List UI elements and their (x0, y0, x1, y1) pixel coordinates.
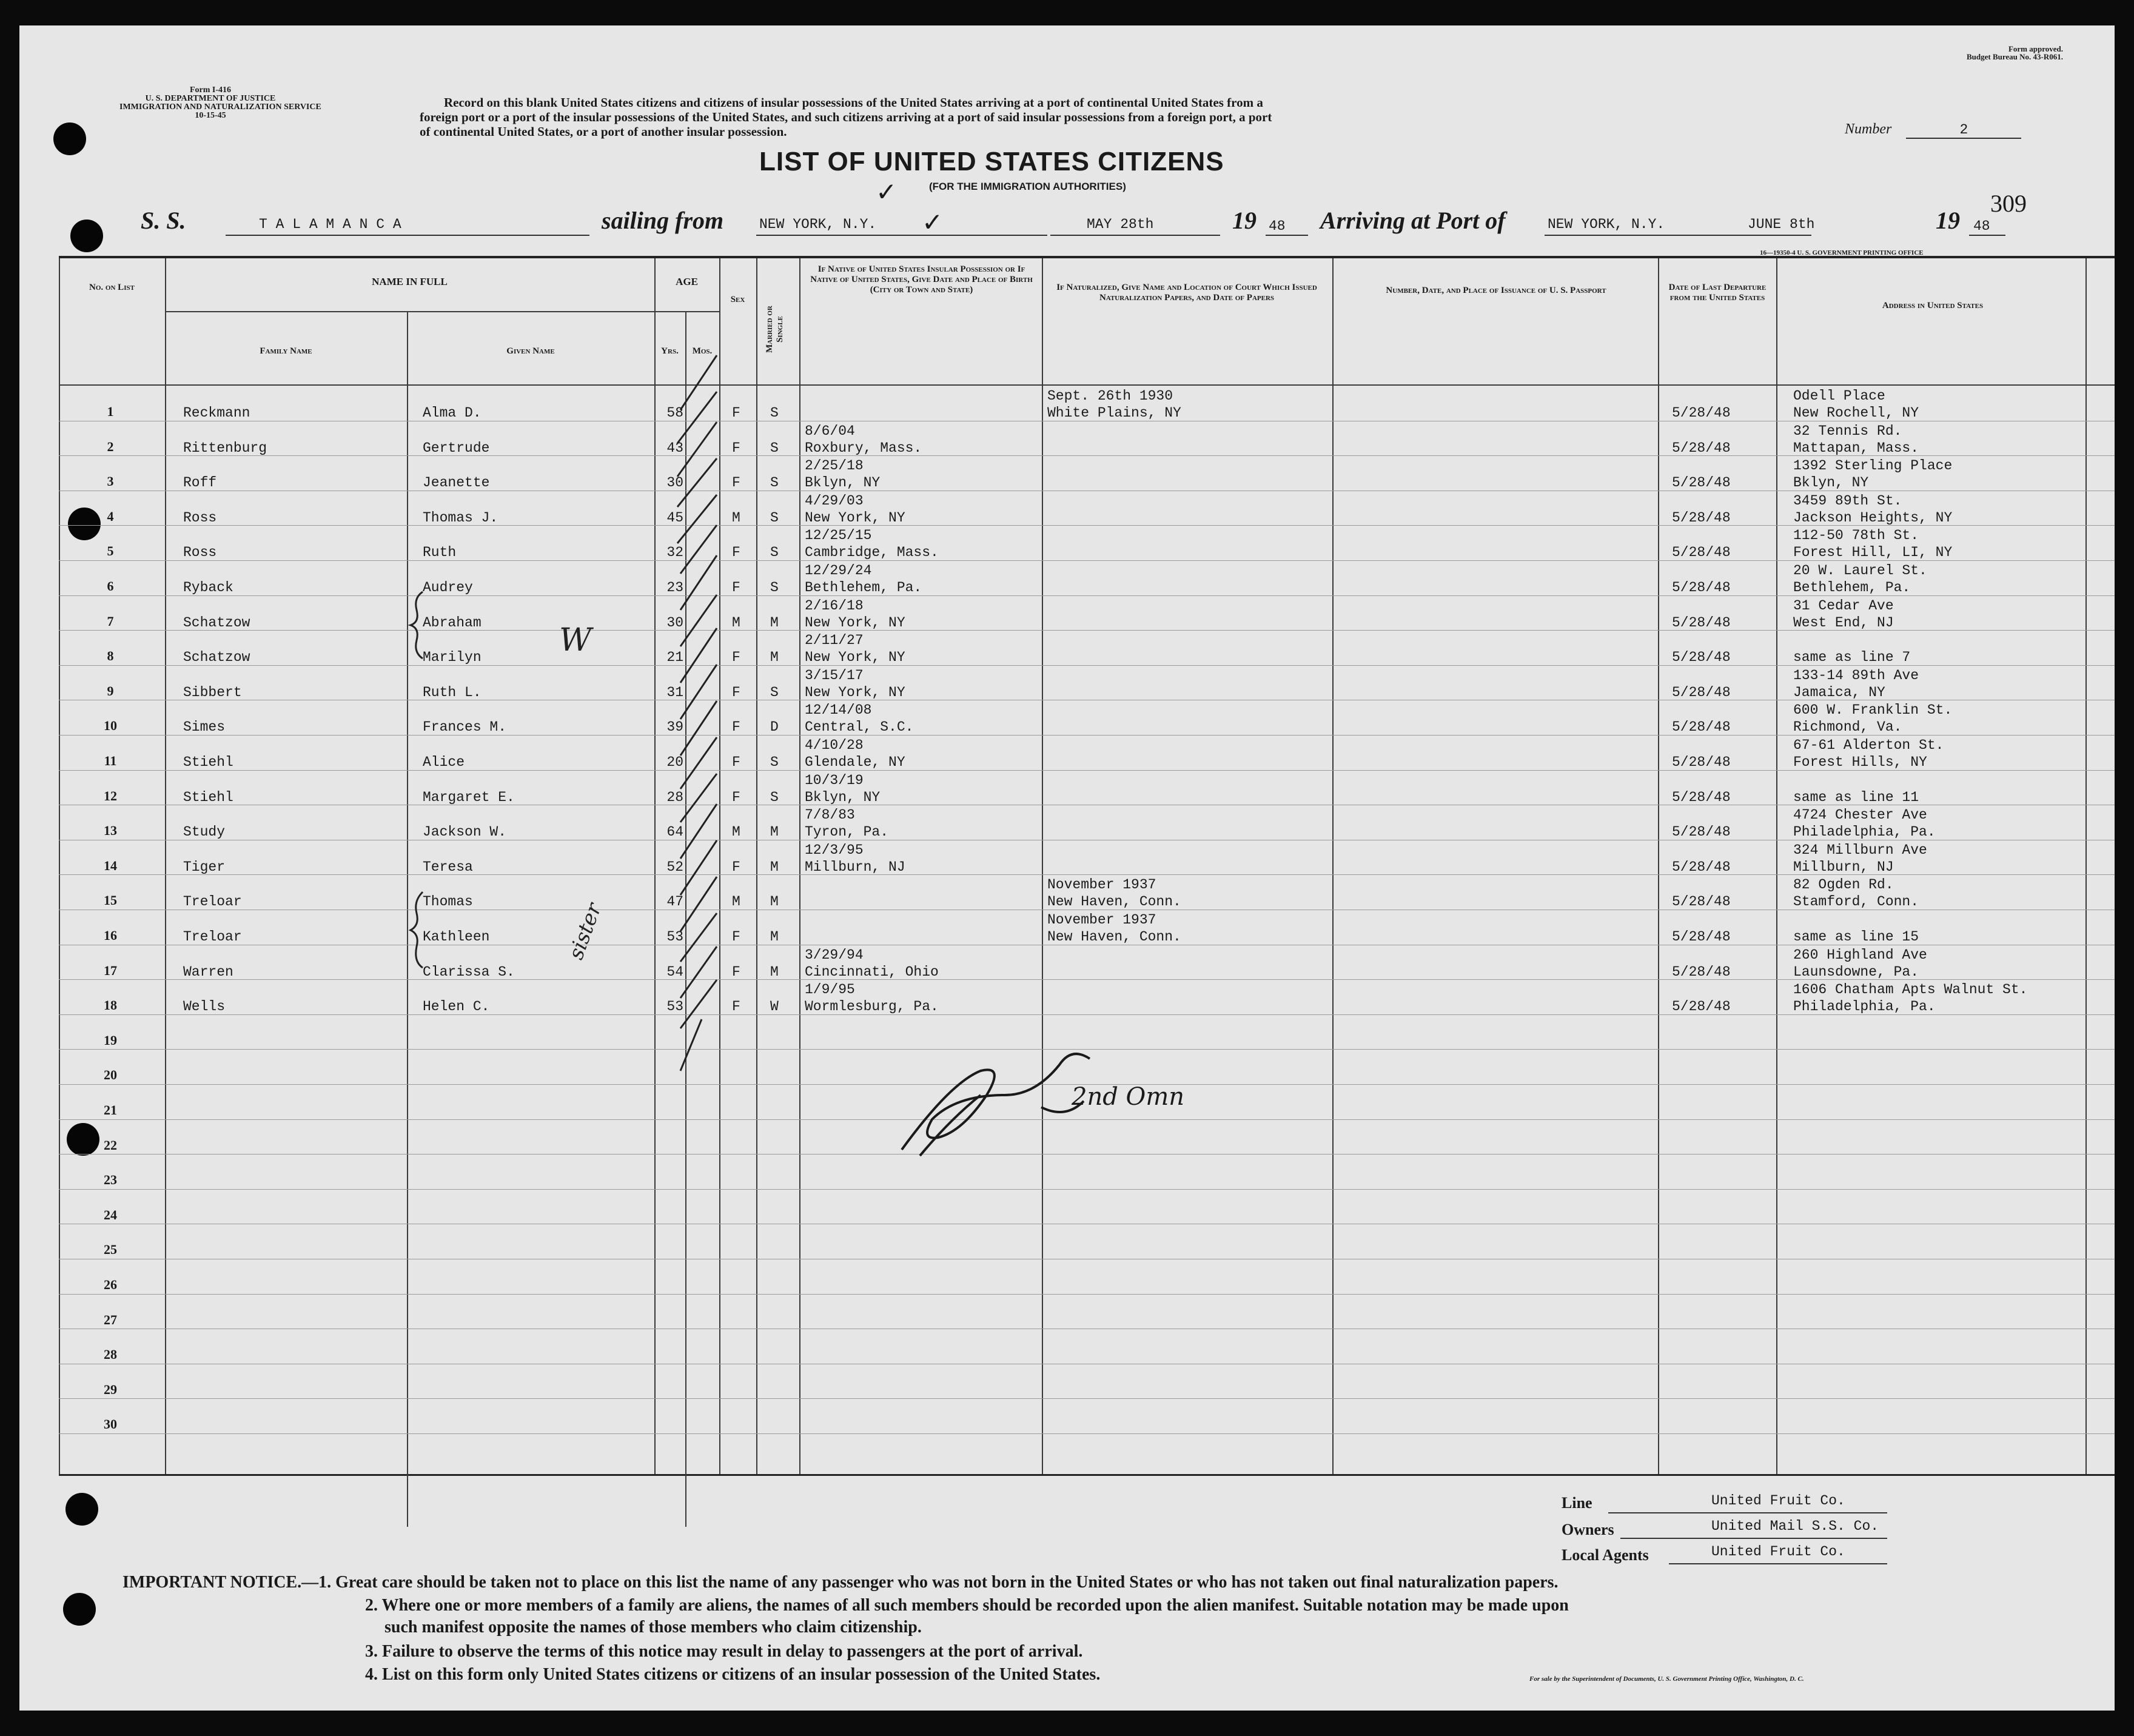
address-line-1: 4724 Chester Ave (1793, 807, 1927, 823)
arrive-year: 48 (1973, 218, 1990, 234)
address-line-2: Forest Hill, LI, NY (1793, 545, 1953, 561)
birth-date: 3/29/94 (805, 947, 864, 963)
given-name: Helen C. (423, 999, 490, 1015)
row-number: 27 (104, 1312, 117, 1327)
departure-date: 5/28/48 (1672, 614, 1731, 631)
birth-place: Bklyn, NY (805, 475, 881, 491)
birth-place: New York, NY (805, 614, 905, 631)
marital-status: S (770, 405, 779, 421)
marital-status: S (770, 684, 779, 700)
family-name: Schatzow (183, 649, 250, 666)
approval-block (1857, 45, 2063, 61)
birth-place: New York, NY (805, 509, 905, 526)
birth-date: 1/9/95 (805, 982, 855, 998)
age-years: 31 (666, 684, 683, 700)
given-name: Gertrude (423, 440, 490, 456)
marital-status: S (770, 440, 779, 456)
age-years: 20 (666, 754, 683, 770)
naturalization-line-1: November 1937 (1047, 877, 1156, 893)
address-line-2: same as line 11 (1793, 789, 1919, 805)
birth-place: Tyron, Pa. (805, 824, 889, 840)
departure-date: 5/28/48 (1672, 929, 1731, 945)
marital-status: M (770, 649, 779, 666)
header-given: Given Name (506, 346, 555, 356)
row-number: 13 (104, 823, 117, 839)
marital-status: S (770, 509, 779, 526)
birth-date: 3/15/17 (805, 667, 864, 683)
address-line-2: Launsdowne, Pa. (1793, 964, 1919, 980)
sex: F (732, 545, 740, 561)
address-line-2: Stamford, Conn. (1793, 894, 1919, 910)
check-mark: ✓ (876, 179, 898, 207)
address-line-1: 133-14 89th Ave (1793, 667, 1919, 683)
address-line-2: same as line 7 (1793, 649, 1911, 666)
age-years: 23 (666, 580, 683, 595)
age-years: 30 (666, 614, 683, 631)
number-field (1845, 121, 2021, 139)
sale-notice: For sale by the Superintendent of Documents, U. S. Government Printing Office, Washington, D. C. (1529, 1675, 1804, 1683)
notice-2-text-a: Where one or more members of a family are aliens, the names of all such members should be recorded upon the alien manifest. Suitable notation may be made upon (381, 1596, 1569, 1615)
address-line-1: 112-50 78th St. (1793, 528, 1919, 544)
agents-label: Local Agents (1562, 1546, 1649, 1564)
address-line-1: 20 W. Laurel St. (1793, 563, 1927, 578)
naturalization-line-2: White Plains, NY (1047, 405, 1181, 421)
check-mark: ✓ (922, 209, 944, 237)
header-family: Family Name (260, 346, 312, 356)
sailing-label: sailing from (602, 207, 724, 234)
sex: F (732, 754, 740, 770)
row-number: 24 (104, 1207, 117, 1222)
family-name: Schatzow (183, 614, 250, 631)
header-married: Married or Single (765, 306, 785, 353)
row-number: 7 (107, 613, 114, 629)
notice-2 (365, 1595, 1569, 1638)
header-name-in-full: NAME IN FULL (372, 276, 448, 287)
row-number: 21 (104, 1102, 117, 1118)
birth-date: 12/3/95 (805, 842, 864, 858)
birth-date: 4/29/03 (805, 492, 864, 509)
header-mos: Mos. (692, 346, 713, 356)
address-line-1: 324 Millburn Ave (1793, 842, 1927, 858)
form-date-code: 10-15-45 (195, 111, 226, 120)
header-passport: Number, Date, and Place of Issuance of U. S. Passport (1386, 286, 1606, 295)
address-line-2: Jackson Heights, NY (1793, 509, 1953, 526)
age-years: 52 (666, 859, 683, 875)
family-name: Ross (183, 545, 217, 561)
address-line-1: 31 Cedar Ave (1793, 597, 1894, 614)
marital-status: S (770, 789, 779, 805)
age-years: 39 (666, 719, 683, 736)
marital-status: M (770, 859, 779, 875)
family-name: Reckmann (183, 405, 250, 421)
birth-date: 4/10/28 (805, 737, 864, 753)
header-no: No. on List (89, 283, 135, 292)
row-number: 22 (104, 1137, 117, 1153)
header-yrs: Yrs. (661, 346, 679, 356)
owners-label: Owners (1562, 1521, 1614, 1538)
sex: M (732, 824, 740, 840)
age-years: 30 (666, 475, 683, 491)
notice-3 (365, 1641, 1082, 1663)
address-line-2: Bklyn, NY (1793, 475, 1869, 491)
birth-date: 2/11/27 (805, 632, 864, 649)
age-years: 47 (666, 894, 683, 910)
departure-date: 5/28/48 (1672, 754, 1731, 770)
family-name: Stiehl (183, 789, 233, 805)
marital-status: D (770, 719, 779, 736)
sex: F (732, 964, 740, 980)
given-name: Thomas J. (423, 509, 498, 526)
naturalization-line-1: Sept. 26th 1930 (1047, 388, 1173, 404)
address-line-2: Mattapan, Mass. (1793, 440, 1919, 456)
marital-status: M (770, 964, 779, 980)
naturalization-line-2: New Haven, Conn. (1047, 894, 1181, 910)
marital-status: M (770, 824, 779, 840)
given-name: Ruth L. (423, 684, 481, 700)
address-line-1: 3459 89th St. (1793, 492, 1902, 509)
form-sheet (19, 25, 2115, 1711)
row-number: 23 (104, 1172, 117, 1188)
sex: F (732, 789, 740, 805)
family-name: Treloar (183, 894, 242, 910)
birth-date: 2/25/18 (805, 458, 864, 474)
birth-place: Bethlehem, Pa. (805, 580, 922, 595)
address-line-2: Bethlehem, Pa. (1793, 580, 1911, 595)
notice-2-num: 2. (365, 1596, 378, 1615)
departure-date: 5/28/48 (1672, 475, 1731, 491)
record-line-3: of continental United States, or a port of another insular possession. (420, 124, 787, 139)
year-prefix-1: 19 (1232, 207, 1257, 234)
age-years: 43 (666, 440, 683, 456)
form-id: Form I-416 (189, 85, 232, 95)
given-name: Frances M. (423, 719, 507, 736)
birth-place: Glendale, NY (805, 754, 905, 770)
departure-date: 5/28/48 (1672, 999, 1731, 1015)
birth-place: Wormlesburg, Pa. (805, 999, 939, 1015)
sex: F (732, 580, 740, 595)
departure-date: 5/28/48 (1672, 964, 1731, 980)
departure-date: 5/28/48 (1672, 824, 1731, 840)
departure-date: 5/28/48 (1672, 405, 1731, 421)
row-number: 18 (104, 997, 117, 1013)
address-line-2: Jamaica, NY (1793, 684, 1885, 700)
handwritten-annotations (59, 258, 2115, 1474)
birth-date: 8/6/04 (805, 423, 855, 439)
notice-1 (122, 1572, 1559, 1594)
departure-date: 5/28/48 (1672, 719, 1731, 736)
birth-date: 12/25/15 (805, 528, 872, 544)
citizens-table (59, 256, 2115, 1476)
header-naturalized: If Naturalized, Give Name and Location of Court Which Issued Naturalization Papers, and Date of Papers (1056, 283, 1317, 303)
sex: F (732, 999, 740, 1015)
row-number: 1 (107, 404, 114, 419)
given-name: Audrey (423, 580, 473, 595)
punch-hole (63, 1593, 96, 1626)
sex: F (732, 929, 740, 945)
naturalization-line-1: November 1937 (1047, 912, 1156, 928)
given-name: Kathleen (423, 929, 490, 945)
address-line-1: 260 Highland Ave (1793, 947, 1927, 963)
printing-office: 16—19350-4 U. S. GOVERNMENT PRINTING OFFICE (1760, 249, 1924, 256)
owners-value: United Mail S.S. Co. (1711, 1518, 1879, 1534)
row-number: 11 (104, 753, 117, 768)
departure-date: 5/28/48 (1672, 509, 1731, 526)
family-name: Sibbert (183, 684, 242, 700)
sail-date: MAY 28th (1087, 216, 1154, 232)
row-number: 17 (104, 962, 117, 978)
age-years: 53 (666, 999, 683, 1015)
birth-date: 7/8/83 (805, 807, 855, 823)
marital-status: S (770, 475, 779, 491)
marital-status: W (770, 999, 779, 1015)
record-line-2: foreign port or a port of the insular possessions of the United States, and such citizens arriving at a port of said insular possessions from a foreign port, a port (420, 110, 1272, 124)
given-name: Jackson W. (423, 824, 507, 840)
page-title: LIST OF UNITED STATES CITIZENS (759, 147, 1224, 176)
notice-3-text: Failure to observe the terms of this notice may result in delay to passengers at the port of arrival. (382, 1642, 1083, 1661)
marital-status: M (770, 929, 779, 945)
age-years: 53 (666, 929, 683, 945)
birth-date: 2/16/18 (805, 597, 864, 614)
row-number: 19 (104, 1032, 117, 1048)
given-name: Thomas (423, 894, 473, 910)
age-years: 54 (666, 964, 683, 980)
row-number: 8 (107, 648, 114, 664)
ship-name: T A L A M A N C A (259, 216, 401, 232)
birth-place: Roxbury, Mass. (805, 440, 922, 456)
address-line-2: Philadelphia, Pa. (1793, 824, 1936, 840)
row-number: 26 (104, 1277, 117, 1292)
handwritten-sister: sister (563, 900, 607, 963)
departure-date: 5/28/48 (1672, 789, 1731, 805)
departure-date: 5/28/48 (1672, 545, 1731, 561)
agents-value: United Fruit Co. (1711, 1544, 1845, 1560)
row-number: 4 (107, 508, 114, 524)
row-number: 15 (104, 893, 117, 908)
punch-hole (65, 1493, 98, 1526)
address-line-2: West End, NJ (1793, 614, 1894, 631)
to-port: NEW YORK, N.Y. (1548, 216, 1665, 232)
address-line-1: 1606 Chatham Apts Walnut St. (1793, 982, 2028, 998)
address-line-2: same as line 15 (1793, 929, 1919, 945)
family-name: Study (183, 824, 226, 840)
handwritten-w: W (559, 622, 592, 659)
header-sex: Sex (730, 295, 745, 304)
record-line-1: Record on this blank United States citizens and citizens of insular possessions of the United States arriving at a port of continental United States from a (444, 95, 1263, 110)
family-name: Wells (183, 999, 226, 1015)
family-name: Rittenburg (183, 440, 267, 456)
row-number: 14 (104, 857, 117, 873)
address-line-2: Richmond, Va. (1793, 719, 1902, 736)
departure-date: 5/28/48 (1672, 859, 1731, 875)
birth-date: 10/3/19 (805, 772, 864, 788)
marital-status: S (770, 754, 779, 770)
marital-status: M (770, 614, 779, 631)
row-number: 16 (104, 928, 117, 943)
page-subtitle: (FOR THE IMMIGRATION AUTHORITIES) (929, 181, 1126, 192)
given-name: Abraham (423, 614, 481, 631)
family-name: Roff (183, 475, 217, 491)
given-name: Clarissa S. (423, 964, 515, 980)
ss-label: S. S. (141, 207, 186, 234)
sex: M (732, 894, 740, 910)
birth-place: New York, NY (805, 684, 905, 700)
departure-date: 5/28/48 (1672, 894, 1731, 910)
from-port: NEW YORK, N.Y. (759, 216, 877, 232)
row-number: 12 (104, 788, 117, 803)
family-name: Tiger (183, 859, 226, 875)
row-number: 30 (104, 1416, 117, 1432)
birth-place: Bklyn, NY (805, 789, 881, 805)
given-name: Alma D. (423, 405, 481, 421)
birth-place: Cincinnati, Ohio (805, 964, 939, 980)
departure-date: 5/28/48 (1672, 580, 1731, 595)
address-line-1: 600 W. Franklin St. (1793, 702, 1953, 719)
family-name: Treloar (183, 929, 242, 945)
line-label: Line (1562, 1494, 1592, 1512)
naturalization-line-2: New Haven, Conn. (1047, 929, 1181, 945)
budget-bureau: Budget Bureau No. 43-R061. (1966, 52, 2063, 61)
row-number: 9 (107, 683, 114, 699)
address-line-1: 82 Ogden Rd. (1793, 877, 1894, 893)
row-number: 28 (104, 1347, 117, 1362)
row-number: 5 (107, 543, 114, 559)
row-number: 6 (107, 578, 114, 594)
given-name: Teresa (423, 859, 473, 875)
form-id-block (119, 85, 321, 120)
sex: F (732, 405, 740, 421)
departure-date: 5/28/48 (1672, 440, 1731, 456)
header-age: AGE (676, 276, 698, 287)
address-line-2: Millburn, NJ (1793, 859, 1894, 875)
birth-date: 12/14/08 (805, 702, 872, 719)
notice-4 (365, 1664, 1100, 1686)
age-years: 58 (666, 405, 683, 421)
family-name: Warren (183, 964, 233, 980)
address-line-1: 1392 Sterling Place (1793, 458, 1953, 474)
notice-3-num: 3. (365, 1642, 378, 1661)
row-number: 20 (104, 1067, 117, 1083)
notice-head: IMPORTANT NOTICE.—1. (122, 1573, 332, 1592)
notice-4-num: 4. (365, 1665, 378, 1684)
birth-place: Central, S.C. (805, 719, 914, 736)
given-name: Margaret E. (423, 789, 515, 805)
row-number: 25 (104, 1242, 117, 1258)
sex: F (732, 684, 740, 700)
family-name: Stiehl (183, 754, 233, 770)
sex: M (732, 509, 740, 526)
punch-hole (70, 220, 103, 252)
sex: F (732, 475, 740, 491)
birth-place: Cambridge, Mass. (805, 545, 939, 561)
given-name: Ruth (423, 545, 457, 561)
address-line-1: 32 Tennis Rd. (1793, 423, 1902, 439)
header-native: If Native of United States Insular Possession or If Native of United States, Give Date and Place of Birth (City or Town and State) (810, 264, 1033, 295)
number-label: Number (1845, 121, 1892, 137)
address-line-1: 67-61 Alderton St. (1793, 737, 1944, 753)
important-notice (122, 1572, 1559, 1594)
row-number: 2 (107, 438, 114, 454)
sex: F (732, 859, 740, 875)
family-name: Ross (183, 509, 217, 526)
marital-status: S (770, 545, 779, 561)
given-name: Jeanette (423, 475, 490, 491)
notice-1-text: Great care should be taken not to place on this list the name of any passenger who was not born in the United States or who has not taken out final naturalization papers. (335, 1573, 1559, 1592)
address-line-2: Philadelphia, Pa. (1793, 999, 1936, 1015)
age-years: 21 (666, 649, 683, 666)
header-address: Address in United States (1882, 301, 1984, 310)
family-name: Simes (183, 719, 226, 736)
sheet-number: 309 (1990, 190, 2027, 217)
notice-4-text: List on this form only United States citizens or citizens of an insular possession of the United States. (382, 1665, 1101, 1684)
given-name: Alice (423, 754, 465, 770)
family-name: Ryback (183, 580, 233, 595)
brace-mark (411, 592, 423, 968)
given-name: Marilyn (423, 649, 481, 666)
form-dept: U. S. DEPARTMENT OF JUSTICE (145, 94, 276, 103)
signature-text-2: 2nd Omn (1072, 1083, 1185, 1111)
record-instructions (420, 95, 1272, 139)
age-years: 64 (666, 824, 683, 840)
form-service: IMMIGRATION AND NATURALIZATION SERVICE (119, 102, 321, 112)
punch-hole (53, 122, 86, 155)
number-value: 2 (1906, 122, 2021, 139)
address-line-1: Odell Place (1793, 388, 1885, 404)
age-years: 45 (666, 509, 683, 526)
departure-date: 5/28/48 (1672, 684, 1731, 700)
notice-2-text-b: such manifest opposite the names of those members who claim citizenship. (384, 1618, 922, 1637)
marital-status: S (770, 580, 779, 595)
address-line-2: New Rochell, NY (1793, 405, 1919, 421)
birth-place: New York, NY (805, 649, 905, 666)
row-number: 10 (104, 718, 117, 734)
address-line-2: Forest Hills, NY (1793, 754, 1927, 770)
form-approved: Form approved. (2008, 44, 2063, 53)
arrive-date: JUNE 8th (1748, 216, 1815, 232)
sex: F (732, 719, 740, 736)
birth-date: 12/29/24 (805, 563, 872, 578)
age-years: 28 (666, 789, 683, 805)
sex: M (732, 614, 740, 631)
birth-place: Millburn, NJ (805, 859, 905, 875)
row-number: 29 (104, 1381, 117, 1397)
row-number: 3 (107, 474, 114, 489)
sail-year: 48 (1269, 218, 1286, 234)
header-departure: Date of Last Departure from the United States (1668, 283, 1767, 303)
age-check-marks (677, 355, 717, 1071)
departure-date: 5/28/48 (1672, 649, 1731, 666)
sex: F (732, 649, 740, 666)
arriving-label: Arriving at Port of (1320, 207, 1506, 234)
age-years: 32 (666, 545, 683, 561)
marital-status: M (770, 894, 779, 910)
sex: F (732, 440, 740, 456)
year-prefix-2: 19 (1936, 207, 1960, 234)
line-value: United Fruit Co. (1711, 1493, 1845, 1509)
